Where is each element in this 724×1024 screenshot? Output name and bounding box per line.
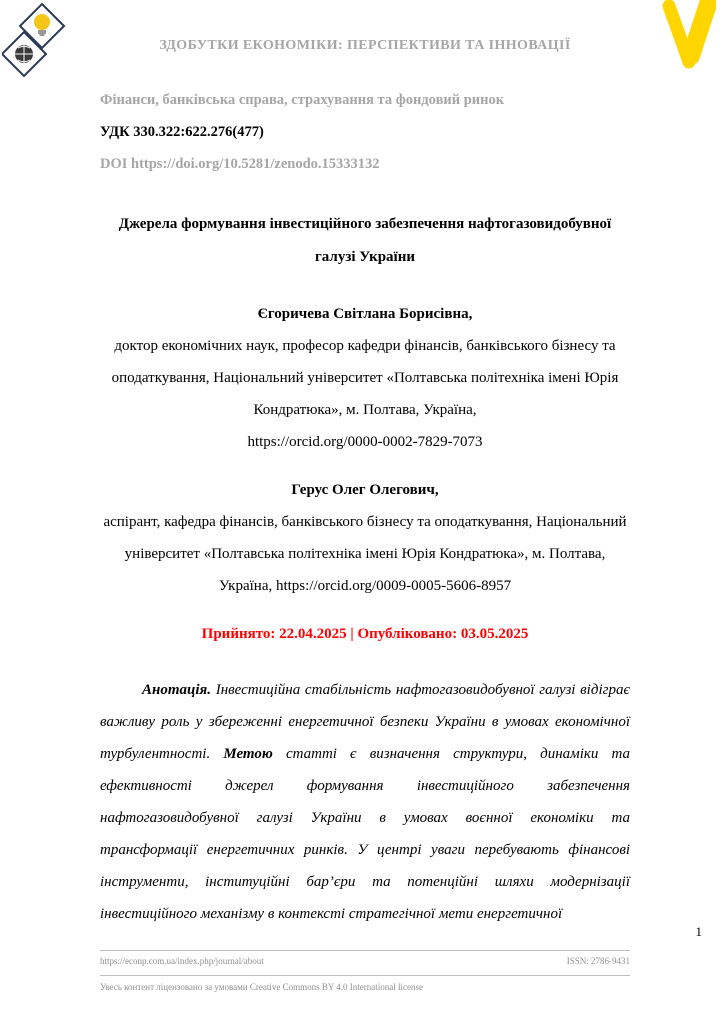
journal-title: ЗДОБУТКИ ЕКОНОМІКИ: ПЕРСПЕКТИВИ ТА ІННОВАЦІЇ <box>159 38 571 53</box>
journal-url-link[interactable]: https://econp.com.ua/index.php/journal/about <box>100 956 264 966</box>
abstract-label: Анотація. <box>142 682 211 698</box>
abstract-text-2: статті є визначення структури, динаміки та ефективності джерел формування інвестиційного забезпечення нафтогазовидобувної галузі України в умовах воєнної економіки та трансформації енергетичних ринків. У центрі уваги перебувають фінансові інструменти, інституційні бар’єри та потенційні шляхи модернізації інвестиційного механізму в контексті стратегічної мети енергетичної <box>100 746 631 922</box>
journal-logo <box>2 2 72 82</box>
issn-label: ISSN: 2786-9431 <box>566 956 630 966</box>
abstract-text-1: Інвестиційна стабільність нафтогазовидобувної галузі відіграє важливу роль у збереженні енергетичної безпеки України в умовах економічної турбулентності. <box>100 682 630 762</box>
article-title: Джерела формування інвестиційного забезпечення нафтогазовидобувної галузі України <box>118 216 612 265</box>
author-affiliation: доктор економічних наук, професор кафедри фінансів, банківського бізнесу та оподаткування, Національний університет «Полтавська політехніка імені Юрія Кондратюка», м. Полтава, Україна, <box>111 338 619 418</box>
section-label: Фінанси, банківська справа, страхування та фондовий ринок <box>100 92 505 108</box>
page-number: 1 <box>695 924 702 939</box>
abstract-keyword: Метою <box>223 746 273 762</box>
page-footer <box>100 950 630 992</box>
yellow-checkmark-icon <box>660 0 716 80</box>
author-block-2 <box>100 474 630 602</box>
author-block-1 <box>100 298 630 458</box>
acceptance-dates: Прийнято: 22.04.2025 | Опубліковано: 03.05.2025 <box>201 626 529 642</box>
globe-icon <box>15 45 33 63</box>
diamonds-logo-icon <box>2 2 72 82</box>
doi-link[interactable]: DOI https://doi.org/10.5281/zenodo.15333132 <box>100 156 380 172</box>
author-affiliation: аспірант, кафедра фінансів, банківського бізнесу та оподаткування, Національний університет «Полтавська політехніка імені Юрія Кондратюка», м. Полтава, Україна, https://orcid.org/0009-0005-5606-8957 <box>103 514 627 594</box>
publisher-logo <box>660 0 716 80</box>
udc-label: УДК 330.322:622.276(477) <box>100 124 264 140</box>
footer-row <box>100 950 630 966</box>
article-meta <box>100 84 630 180</box>
abstract-paragraph <box>100 674 630 930</box>
orcid-link[interactable]: https://orcid.org/0000-0002-7829-7073 <box>247 434 483 450</box>
author-name: Єгоричева Світлана Борисівна, <box>257 306 473 322</box>
license-text[interactable]: Увесь контент ліцензовано за умовами Creative Commons BY 4.0 International license <box>100 975 630 992</box>
author-name: Герус Олег Олегович, <box>291 482 439 498</box>
